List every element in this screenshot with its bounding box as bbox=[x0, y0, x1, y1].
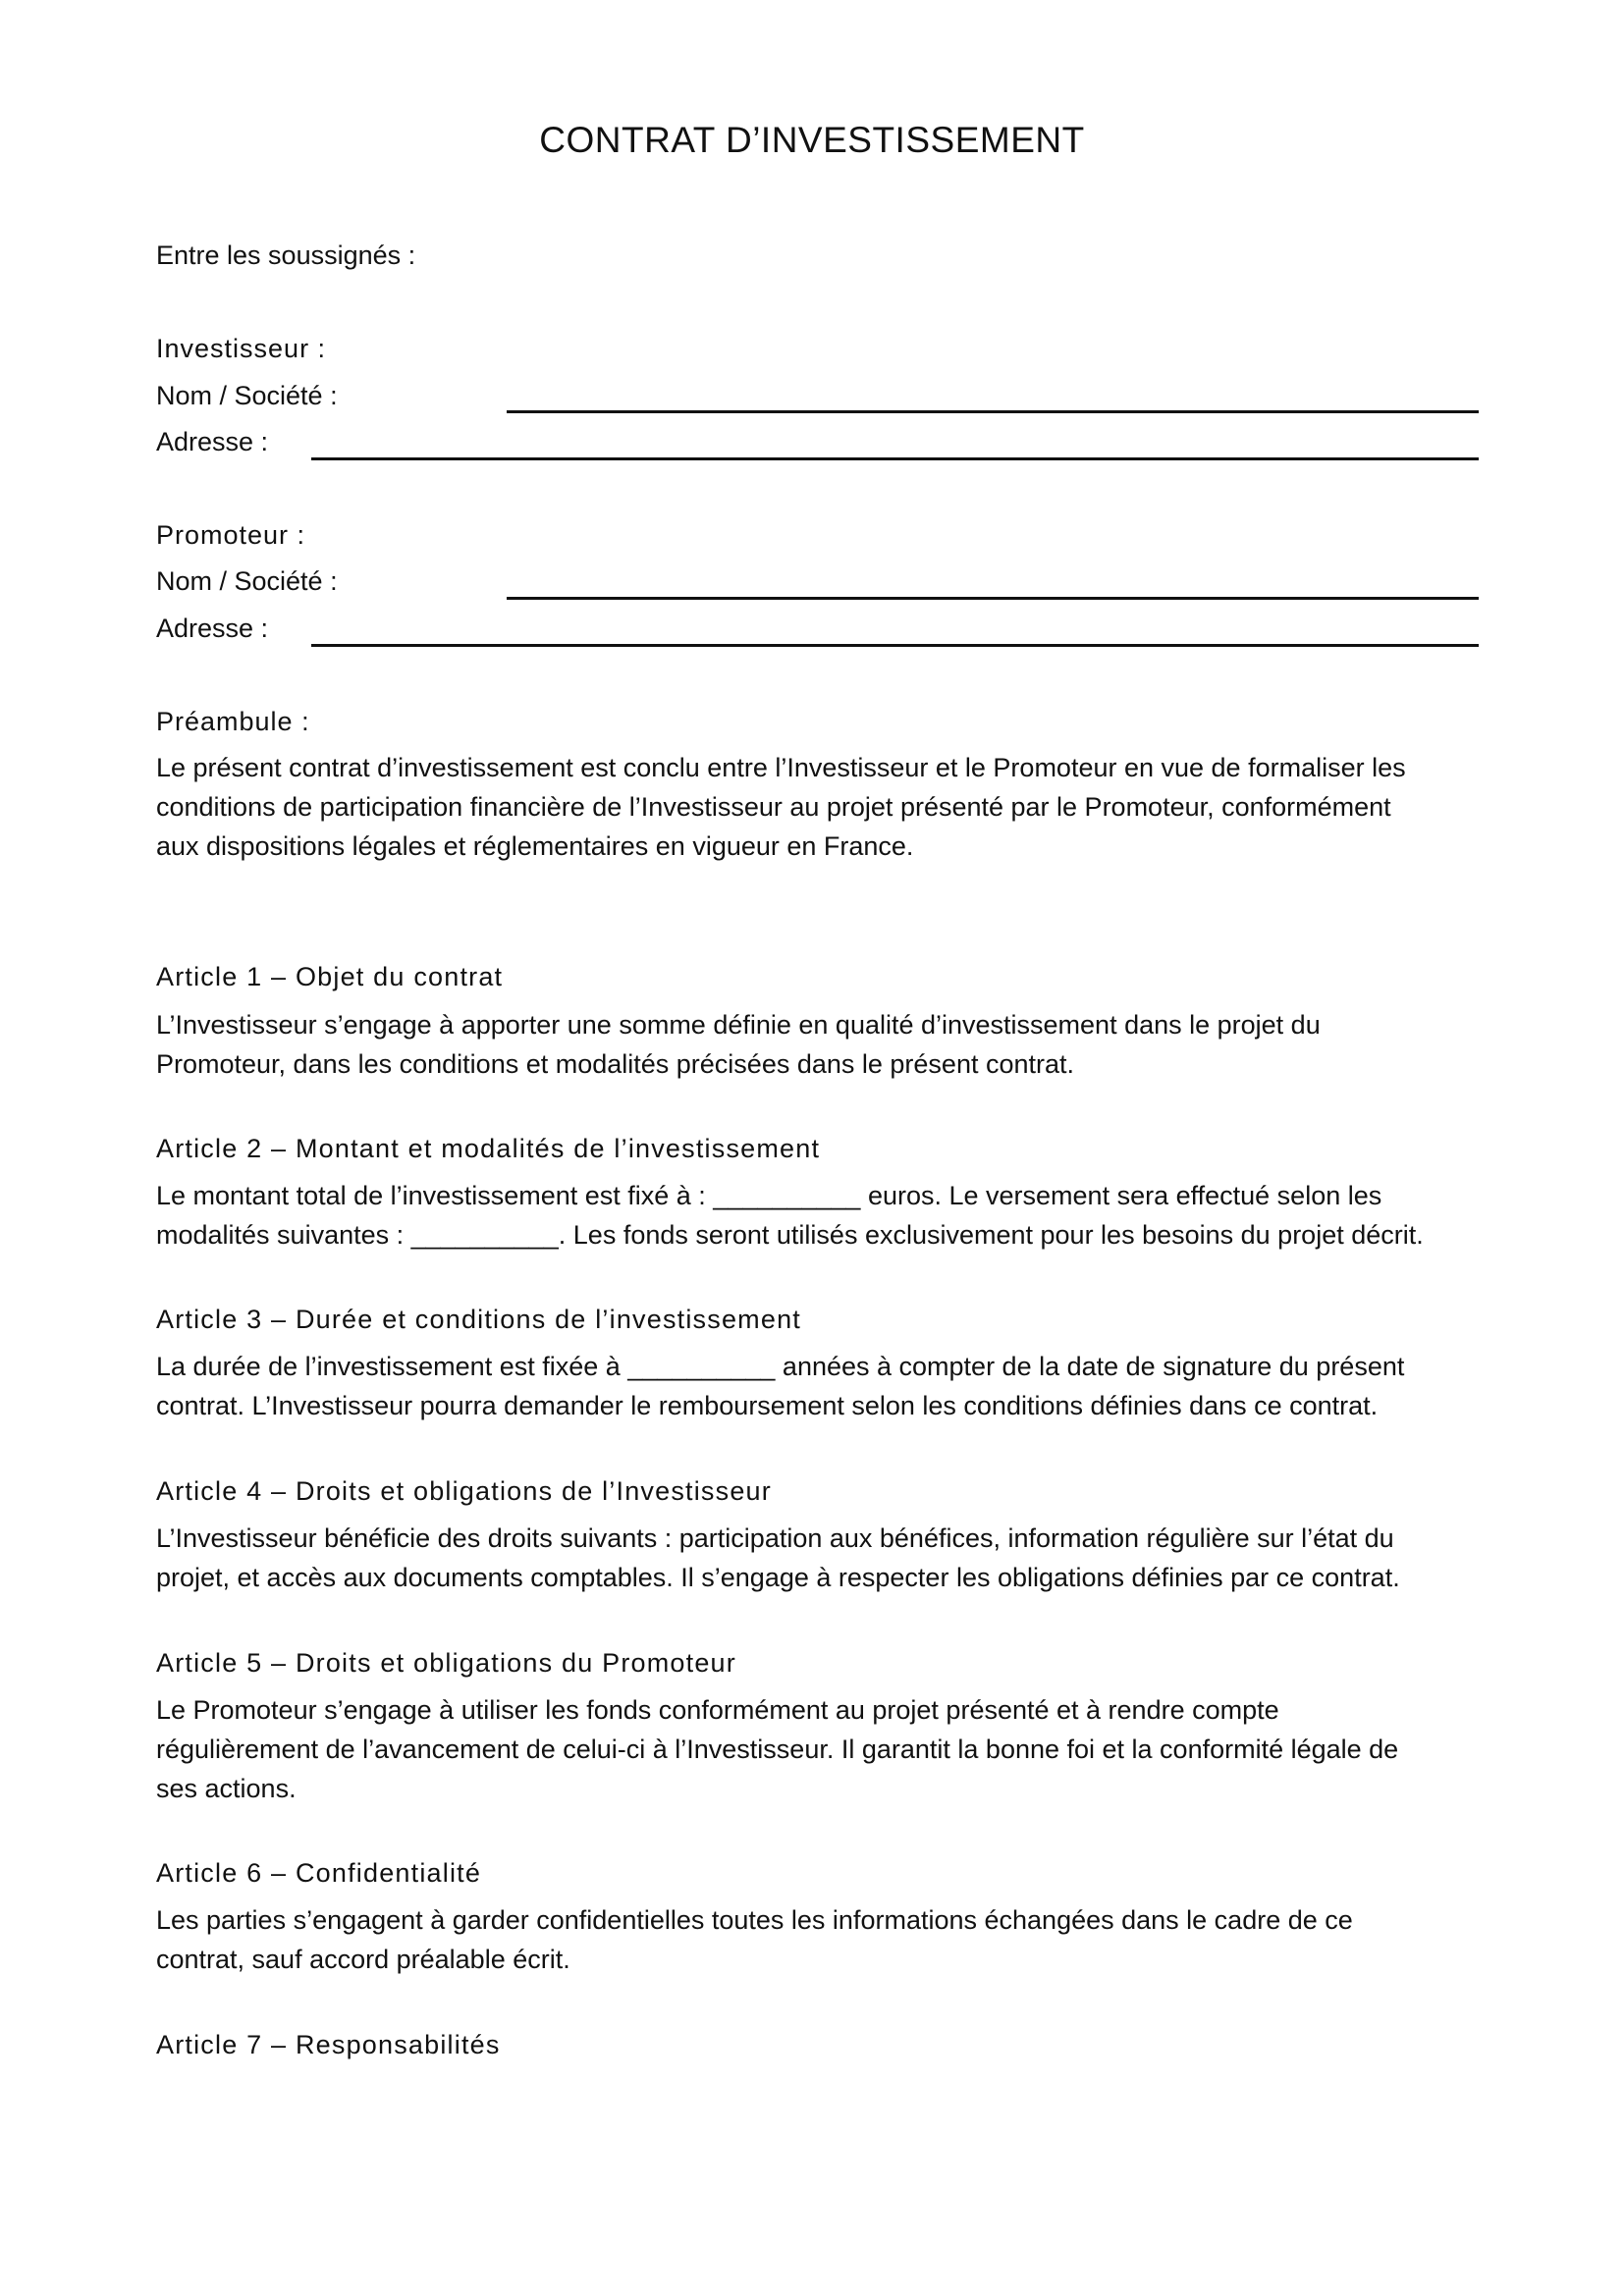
paragraph-line: Le présent contrat d’investissement est conclu entre l’Investisseur et le Promoteur en vue de formaliser les bbox=[156, 753, 1406, 782]
paragraph-line: L’Investisseur bénéficie des droits suivants : participation aux bénéfices, information régulière sur l’état du bbox=[156, 1523, 1394, 1553]
paragraph-line: L’Investisseur s’engage à apporter une somme définie en qualité d’investissement dans le projet du bbox=[156, 1010, 1321, 1040]
investor-address-label: Adresse : bbox=[156, 427, 269, 456]
paragraph-line: La durée de l’investissement est fixée à __________ années à compter de la date de signature du présent bbox=[156, 1352, 1405, 1381]
paragraph-line: Le montant total de l’investissement est fixé à : __________ euros. Le versement sera effectué selon les bbox=[156, 1181, 1382, 1210]
paragraph-line: régulièrement de l’avancement de celui-ci à l’Investisseur. Il garantit la bonne foi et la conformité légale de bbox=[156, 1735, 1399, 1764]
promoter-name-field[interactable] bbox=[507, 597, 1479, 600]
article-5-paragraph bbox=[156, 1690, 1482, 1808]
investor-name-field[interactable] bbox=[507, 410, 1479, 413]
promoter-name-label: Nom / Société : bbox=[156, 566, 338, 596]
paragraph-line: aux dispositions légales et réglementaires en vigueur en France. bbox=[156, 831, 914, 861]
investor-name-label: Nom / Société : bbox=[156, 381, 338, 410]
article-3-heading: Article 3 – Durée et conditions de l’investissement bbox=[156, 1305, 801, 1334]
article-2-heading: Article 2 – Montant et modalités de l’investissement bbox=[156, 1134, 821, 1163]
article-1-heading: Article 1 – Objet du contrat bbox=[156, 962, 504, 991]
article-6-heading: Article 6 – Confidentialité bbox=[156, 1858, 482, 1888]
preamble-paragraph bbox=[156, 748, 1482, 866]
paragraph-line: contrat, sauf accord préalable écrit. bbox=[156, 1945, 570, 1974]
preamble-heading: Préambule : bbox=[156, 707, 310, 736]
investor-heading: Investisseur : bbox=[156, 334, 327, 363]
article-5-heading: Article 5 – Droits et obligations du Promoteur bbox=[156, 1648, 736, 1678]
investor-address-field[interactable] bbox=[311, 457, 1479, 460]
paragraph-line: Le Promoteur s’engage à utiliser les fonds conformément au projet présenté et à rendre compte bbox=[156, 1695, 1279, 1725]
article-3-paragraph bbox=[156, 1347, 1482, 1425]
paragraph-line: Les parties s’engagent à garder confidentielles toutes les informations échangées dans le cadre de ce bbox=[156, 1905, 1353, 1935]
paragraph-line: Promoteur, dans les conditions et modalités précisées dans le présent contrat. bbox=[156, 1049, 1075, 1079]
article-4-paragraph bbox=[156, 1519, 1482, 1597]
article-1-paragraph bbox=[156, 1005, 1482, 1084]
document-title: CONTRAT D’INVESTISSEMENT bbox=[539, 120, 1085, 160]
paragraph-line: ses actions. bbox=[156, 1774, 297, 1803]
promoter-address-field[interactable] bbox=[311, 644, 1479, 647]
promoter-heading: Promoteur : bbox=[156, 520, 306, 550]
paragraph-line: projet, et accès aux documents comptables. Il s’engage à respecter les obligations définies par ce contrat. bbox=[156, 1563, 1400, 1592]
paragraph-line: contrat. L’Investisseur pourra demander le remboursement selon les conditions définies dans ce contrat. bbox=[156, 1391, 1379, 1420]
article-4-heading: Article 4 – Droits et obligations de l’Investisseur bbox=[156, 1476, 772, 1506]
article-7-heading: Article 7 – Responsabilités bbox=[156, 2030, 501, 2059]
article-6-paragraph bbox=[156, 1900, 1482, 1979]
article-2-paragraph bbox=[156, 1176, 1482, 1255]
paragraph-line: conditions de participation financière de l’Investisseur au projet présenté par le Promoteur, conformément bbox=[156, 792, 1391, 822]
paragraph-line: modalités suivantes : __________. Les fonds seront utilisés exclusivement pour les besoins du projet décrit. bbox=[156, 1220, 1424, 1250]
promoter-address-label: Adresse : bbox=[156, 614, 269, 643]
intro-text: Entre les soussignés : bbox=[156, 240, 416, 270]
